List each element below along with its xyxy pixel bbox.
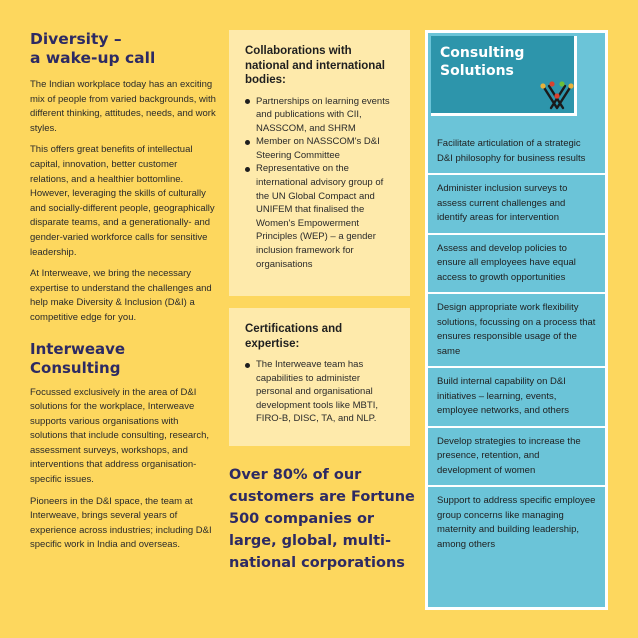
interweave-heading: Interweave Consulting [30,339,126,377]
solutions-title-line2: Solutions [440,63,514,79]
focus-paragraph: Focussed exclusively in the area of D&I solutions for the workplace, Interweave supports various organisations with solutions that include consulting, research, assessment surveys, workshops, and interventions that address organisation-specific issues. [30,386,210,486]
list-item: Build internal capability on D&I initiatives – learning, events, employee networks, and others [428,368,605,428]
interweave-logo-icon [540,81,574,111]
collaborations-title: Collaborations with national and international bodies: [245,45,385,86]
list-item: Assess and develop policies to ensure all employees have equal access to growth opportunities [428,235,605,295]
list-item: Design appropriate work flexibility solutions, focussing on a process that ensures responsible usage of the same [428,294,605,368]
intro-paragraph: The Indian workplace today has an exciting mix of people from varied backgrounds, with different thinking, attitudes, needs, and work styles. [30,79,216,134]
diversity-heading: Diversity – a wake-up call [30,30,156,67]
list-item: Partnerships on learning events and publications with CII, NASSCOM, and SHRM [245,95,394,136]
certifications-title: Certifications and expertise: [245,323,343,350]
list-item: Support to address specific employee group concerns like managing maternity and building leadership, among others [437,495,596,550]
list-item: The Interweave team has capabilities to administer personal and organisational development tools like MBTI, FIRO-B, DISC, TA, and NLP. [245,358,394,426]
certifications-panel [229,308,410,446]
collaborations-panel [229,30,410,296]
expertise-paragraph: At Interweave, we bring the necessary expertise to understand the challenges and help make Diversity & Inclusion (D&I) a competitive edge for you. [30,268,212,323]
fortune-statement: Over 80% of our customers are Fortune 500 companies or large, global, multi-national corporations [229,467,415,571]
list-item: Facilitate articulation of a strategic D&I philosophy for business results [428,130,605,175]
collaborations-list [245,95,394,272]
list-item: Member on NASSCOM's D&I Steering Committee [245,135,394,162]
certifications-list [245,358,394,426]
consulting-solutions-panel [425,30,608,610]
pioneers-paragraph: Pioneers in the D&I space, the team at Interweave, brings several years of experience across industries; including D&I specific work in India and overseas. [30,495,212,551]
list-item: Administer inclusion surveys to assess current challenges and identify areas for intervention [428,175,605,235]
solutions-list [428,130,605,559]
solutions-title-line1: Consulting [440,45,525,61]
list-item: Develop strategies to increase the presence, retention, and development of women [428,428,605,488]
list-item: Representative on the international advisory group of the UN Global Compact and UNIFEM that finalised the Women's Empowerment Principles (WEP) – a gender inclusion framework for organisations [245,162,394,271]
consulting-solutions-header [431,36,577,116]
benefits-paragraph: This offers great benefits of intellectual capital, innovation, better customer relations, and a healthier bottomline. However, leveraging the skills of culturally and socially-different people, geographically disparate teams, and a generationally- and gender-varied workforce calls for sensitive leadership. [30,144,215,258]
left-column [30,30,218,560]
